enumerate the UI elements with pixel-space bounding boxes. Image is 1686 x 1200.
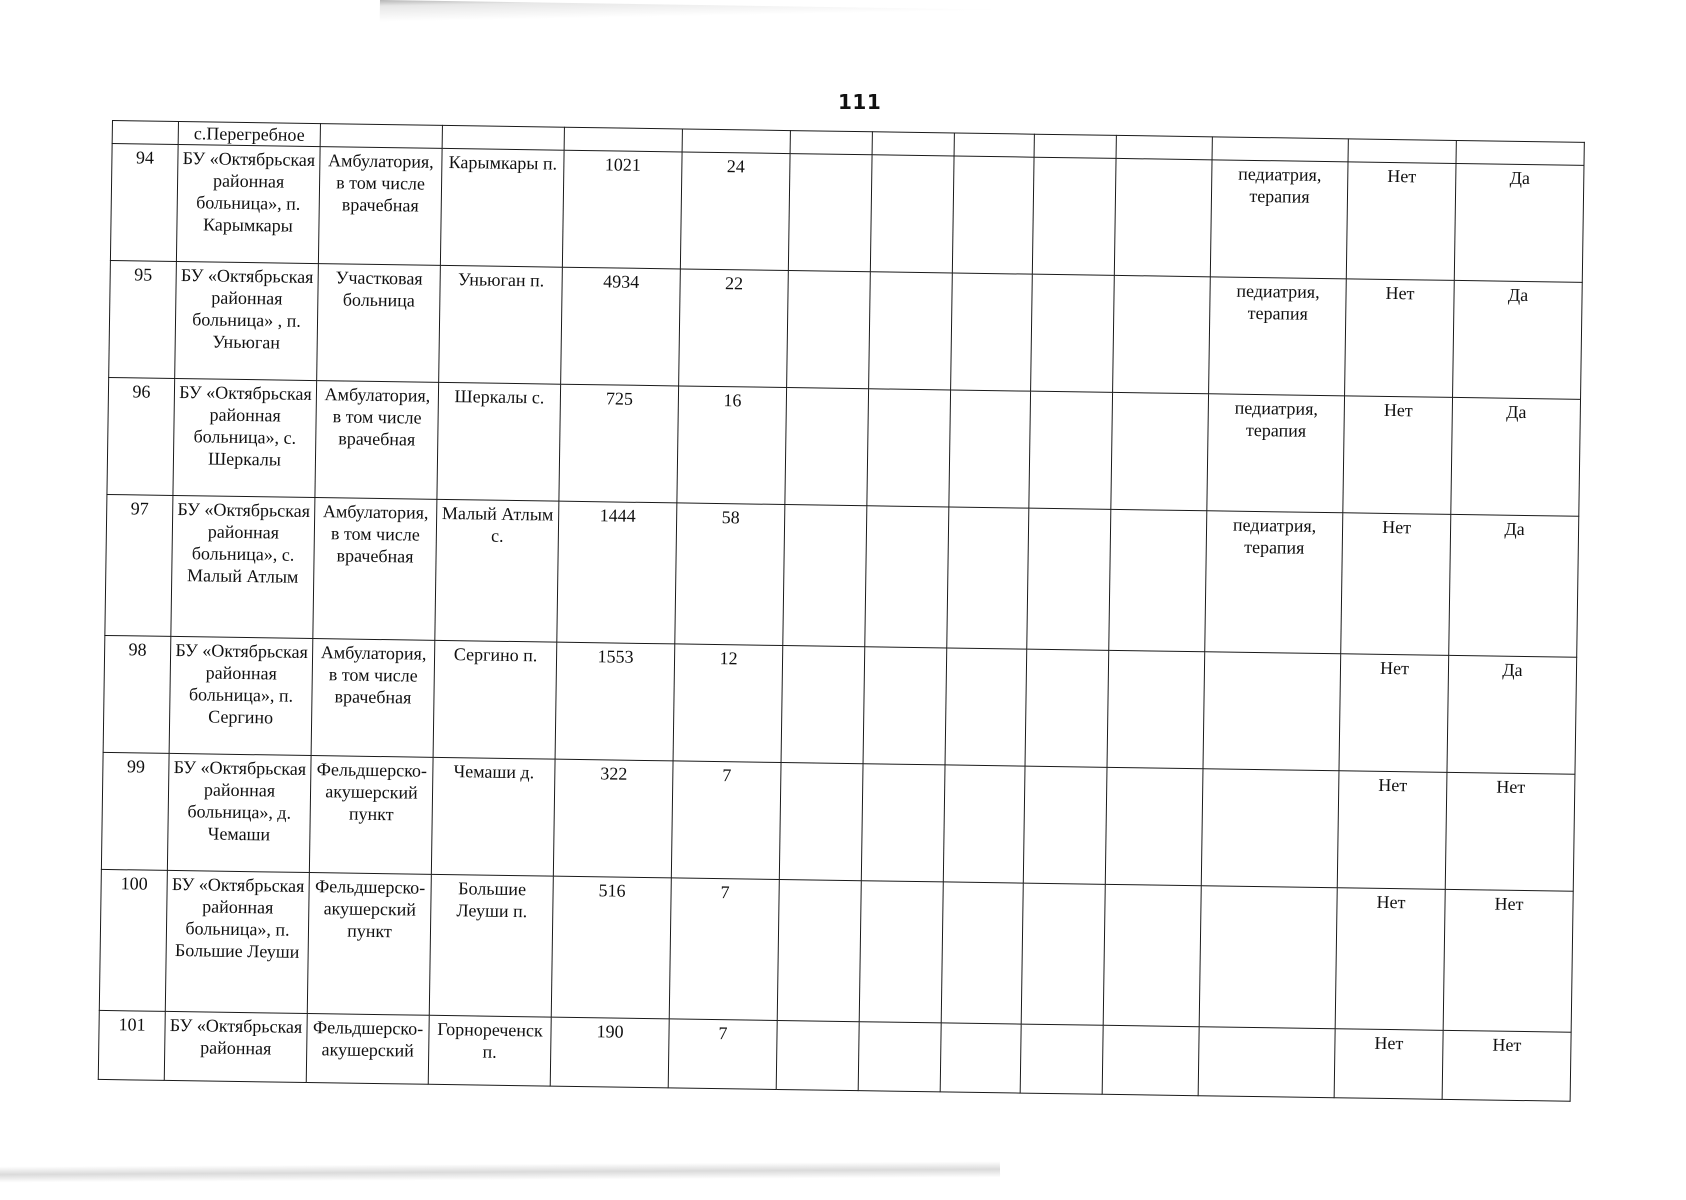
- cell-empty: [1025, 649, 1109, 767]
- cell-specialties: педиатрия, терапия: [1209, 277, 1347, 396]
- page-number: 111: [838, 90, 882, 114]
- cell-num: 94: [110, 144, 178, 262]
- cell-empty: [859, 881, 943, 1023]
- cell-empty: [1103, 884, 1201, 1026]
- cell-empty: [865, 506, 949, 648]
- cell-type: Фельдшерско-акушерский пункт: [307, 873, 431, 1016]
- cell-empty: [869, 272, 953, 390]
- cell-empty: [1032, 157, 1116, 275]
- cell-type: Участковая больница: [317, 264, 441, 383]
- cell-empty: [947, 507, 1029, 649]
- cell-flag-a: Нет: [1334, 1029, 1443, 1100]
- cell-flag-b: [1456, 140, 1584, 165]
- cell-specialties: [1198, 1027, 1335, 1098]
- cell-population: 1553: [555, 642, 675, 761]
- cell-num: 96: [107, 377, 175, 495]
- cell-empty: [1102, 1025, 1199, 1095]
- cell-population: [564, 127, 682, 152]
- cell-value: 58: [675, 503, 785, 646]
- cell-flag-a: Нет: [1343, 396, 1453, 515]
- cell-type: [320, 124, 442, 149]
- cell-empty: [779, 762, 863, 880]
- cell-empty: [858, 1022, 941, 1092]
- cell-value: 16: [677, 386, 787, 505]
- cell-specialties: педиатрия, терапия: [1205, 511, 1343, 654]
- cell-settlement: Горнореченск п.: [428, 1015, 551, 1086]
- cell-population: 1444: [557, 501, 677, 644]
- cell-settlement: Карымкары п.: [440, 148, 564, 267]
- cell-type: Амбулатория, в том числе врачебная: [313, 498, 437, 641]
- cell-empty: [783, 505, 867, 647]
- cell-value: 12: [673, 644, 783, 763]
- cell-institution: БУ «Октябрьская районная больница», с. Шеркалы: [173, 378, 317, 497]
- cell-institution: БУ «Октябрьская районная: [164, 1011, 307, 1082]
- cell-num: 99: [101, 752, 169, 870]
- cell-settlement: Сергино п.: [433, 640, 557, 759]
- cell-empty: [1029, 391, 1113, 509]
- cell-settlement: Чемаши д.: [431, 757, 555, 876]
- cell-flag-b: Да: [1447, 655, 1577, 774]
- cell-empty: [861, 764, 945, 882]
- cell-settlement: Уньюган п.: [439, 265, 563, 384]
- cell-type: Амбулатория, в том числе врачебная: [315, 381, 439, 500]
- cell-institution: БУ «Октябрьская районная больница», п. Большие Леуши: [165, 870, 309, 1013]
- cell-empty: [777, 879, 861, 1021]
- cell-value: [682, 129, 790, 154]
- cell-specialties: [1199, 886, 1337, 1029]
- cell-flag-b: Нет: [1445, 772, 1575, 891]
- cell-empty: [872, 132, 954, 156]
- cell-empty: [940, 1023, 1021, 1093]
- cell-empty: [1105, 767, 1203, 885]
- cell-flag-a: Нет: [1341, 513, 1451, 656]
- cell-empty: [863, 647, 947, 765]
- scan-shadow-bottom: [0, 1159, 1000, 1182]
- cell-empty: [1111, 392, 1209, 510]
- cell-flag-a: Нет: [1345, 279, 1455, 398]
- cell-empty: [781, 646, 865, 764]
- cell-value: 7: [669, 878, 779, 1021]
- cell-institution: БУ «Октябрьская районная больница», п. Карымкары: [176, 144, 320, 263]
- cell-flag-a: Нет: [1337, 771, 1447, 890]
- cell-num: 100: [99, 869, 167, 1011]
- cell-empty: [1031, 274, 1115, 392]
- cell-flag-a: Нет: [1346, 162, 1456, 281]
- cell-empty: [1023, 766, 1107, 884]
- document-sheet: [98, 120, 1584, 1102]
- table-row: [109, 260, 1583, 399]
- facilities-table: [98, 120, 1585, 1102]
- cell-empty: [787, 271, 871, 389]
- cell-value: 22: [679, 269, 789, 388]
- cell-empty: [867, 389, 951, 507]
- cell-institution: БУ «Октябрьская районная больница», д. Чемаши: [167, 753, 311, 872]
- cell-value: 24: [680, 152, 790, 271]
- cell-flag-b: Нет: [1442, 1030, 1571, 1101]
- table-row: [101, 752, 1575, 891]
- cell-value: 7: [671, 761, 781, 880]
- cell-flag-a: [1348, 139, 1456, 164]
- cell-empty: [776, 1020, 859, 1090]
- cell-settlement: Шеркалы с.: [437, 382, 561, 501]
- cell-empty: [1107, 650, 1205, 768]
- cell-flag-a: Нет: [1339, 654, 1449, 773]
- cell-flag-b: Да: [1454, 163, 1584, 282]
- table-row: [99, 869, 1573, 1032]
- table-row: [110, 144, 1584, 283]
- cell-empty: [951, 273, 1033, 391]
- table-row: [107, 377, 1581, 516]
- cell-specialties: педиатрия, терапия: [1207, 394, 1345, 513]
- cell-empty: [1114, 158, 1212, 276]
- cell-population: 516: [551, 876, 671, 1019]
- cell-empty: [954, 133, 1034, 157]
- cell-empty: [1116, 135, 1212, 159]
- cell-population: 190: [550, 1017, 669, 1088]
- cell-specialties: педиатрия, терапия: [1210, 160, 1348, 279]
- cell-type: Фельдшерско-акушерский пункт: [309, 756, 433, 875]
- cell-empty: [941, 882, 1023, 1024]
- cell-flag-b: Да: [1451, 397, 1581, 516]
- cell-empty: [870, 155, 954, 273]
- cell-empty: [1109, 509, 1207, 651]
- cell-settlement: Большие Леуши п.: [429, 874, 553, 1017]
- cell-empty: [1027, 508, 1111, 650]
- cell-institution: БУ «Октябрьская районная больница», с. Малый Атлым: [171, 495, 315, 638]
- cell-population: 1021: [562, 150, 682, 269]
- cell-empty: [952, 156, 1034, 274]
- cell-institution: БУ «Октябрьская районная больница», п. Сергино: [169, 636, 313, 755]
- cell-type: Фельдшерско-акушерский: [306, 1013, 429, 1084]
- cell-num: 97: [105, 494, 173, 636]
- cell-flag-b: Да: [1453, 280, 1583, 399]
- cell-empty: [788, 154, 872, 272]
- cell-empty: [943, 765, 1025, 883]
- cell-specialties: [1203, 652, 1341, 771]
- cell-num: [112, 121, 178, 145]
- cell-type: Амбулатория, в том числе врачебная: [311, 639, 435, 758]
- cell-value: 7: [668, 1019, 777, 1090]
- cell-empty: [945, 648, 1027, 766]
- cell-population: 4934: [561, 267, 681, 386]
- cell-flag-b: Нет: [1443, 889, 1573, 1032]
- cell-institution: БУ «Октябрьская районная больница» , п. Уньюган: [175, 261, 319, 380]
- cell-empty: [1020, 1024, 1103, 1094]
- scan-shadow-top: [380, 0, 1686, 47]
- cell-empty: [790, 131, 872, 155]
- cell-institution: с.Перегребное: [178, 121, 320, 146]
- cell-empty: [1113, 275, 1211, 393]
- cell-population: 322: [553, 759, 673, 878]
- cell-empty: [949, 390, 1031, 508]
- cell-empty: [1021, 883, 1105, 1025]
- cell-num: 101: [98, 1010, 165, 1080]
- cell-empty: [1034, 134, 1116, 158]
- cell-population: 725: [559, 384, 679, 503]
- cell-num: 95: [109, 260, 177, 378]
- cell-num: 98: [103, 635, 171, 753]
- cell-settlement: Малый Атлым с.: [435, 499, 559, 642]
- table-row: [105, 494, 1579, 657]
- cell-specialties: [1212, 137, 1348, 162]
- cell-empty: [785, 388, 869, 506]
- cell-specialties: [1201, 769, 1339, 888]
- cell-flag-b: Да: [1449, 514, 1579, 657]
- cell-settlement: [442, 125, 564, 150]
- table-row: [103, 635, 1577, 774]
- cell-flag-a: Нет: [1335, 888, 1445, 1031]
- cell-type: Амбулатория, в том числе врачебная: [318, 147, 442, 266]
